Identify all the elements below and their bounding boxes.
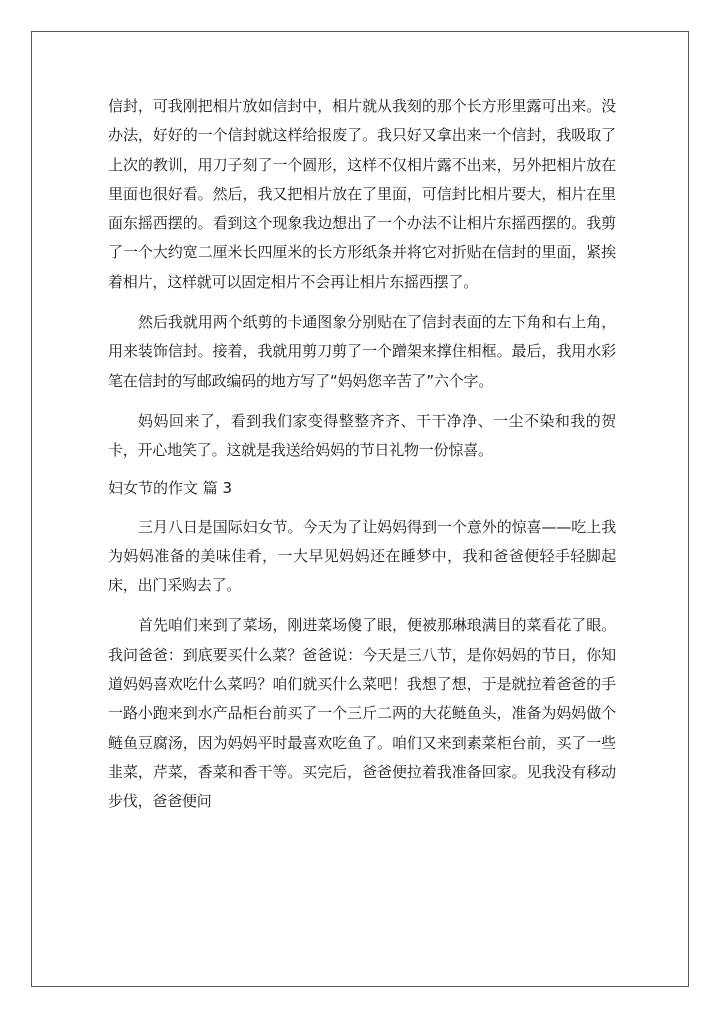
document-body [108,92,616,817]
paragraph-1: 信封，可我刚把相片放如信封中，相片就从我刻的那个长方形里露可出来。没办法，好好的一个信封就这样给报废了。我只好又拿出来一个信封，我吸取了上次的教训，用刀子刻了一个圆形，这样不仅相片露不出来，另外把相片放在里面也很好看。然后，我又把相片放在了里面，可信封比相片要大，相片在里面东摇西摆的。看到这个现象我边想出了一个办法不让相片东摇西摆的。我剪了一个大约宽二厘米长四厘米的长方形纸条并将它对折贴在信封的里面，紧挨着相片，这样就可以固定相片不会再让相片东摇西摆了。 [108,97,616,291]
paragraph-2: 然后我就用两个纸剪的卡通图象分别贴在了信封表面的左下角和右上角，用来装饰信封。接着，我就用剪刀剪了一个蹭架来撑住相框。最后，我用水彩笔在信封的写邮政编码的地方写了“妈妈您辛苦了”六个字。 [108,313,616,390]
paragraph-3: 妈妈回来了，看到我们家变得整整齐齐、干干净净、一尘不染和我的贺卡，开心地笑了。这就是我送给妈妈的节日礼物一份惊喜。 [108,411,616,460]
paragraph-5: 首先咱们来到了菜场，刚进菜场傻了眼，便被那琳琅满目的菜看花了眼。我问爸爸：到底要买什么菜？爸爸说：今天是三八节，是你妈妈的节日，你知道妈妈喜欢吃什么菜吗？咱们就买什么菜吧！我想了想，于是就拉着爸爸的手一路小跑来到水产品柜台前买了一个三斤二两的大花鲢鱼头，准备为妈妈做个鲢鱼豆腐汤，因为妈妈平时最喜欢吃鱼了。咱们又来到素菜柜台前，买了一些韭菜，芹菜，香菜和香干等。买完后，爸爸便拉着我准备回家。见我没有移动步伐，爸爸便问 [108,616,616,811]
paragraph-4: 三月八日是国际妇女节。今天为了让妈妈得到一个意外的惊喜——吃上我为妈妈准备的美味佳肴，一大早见妈妈还在睡梦中，我和爸爸便轻手轻脚起床，出门采购去了。 [108,517,616,595]
section-heading: 妇女节的作文 篇 3 [108,478,233,497]
